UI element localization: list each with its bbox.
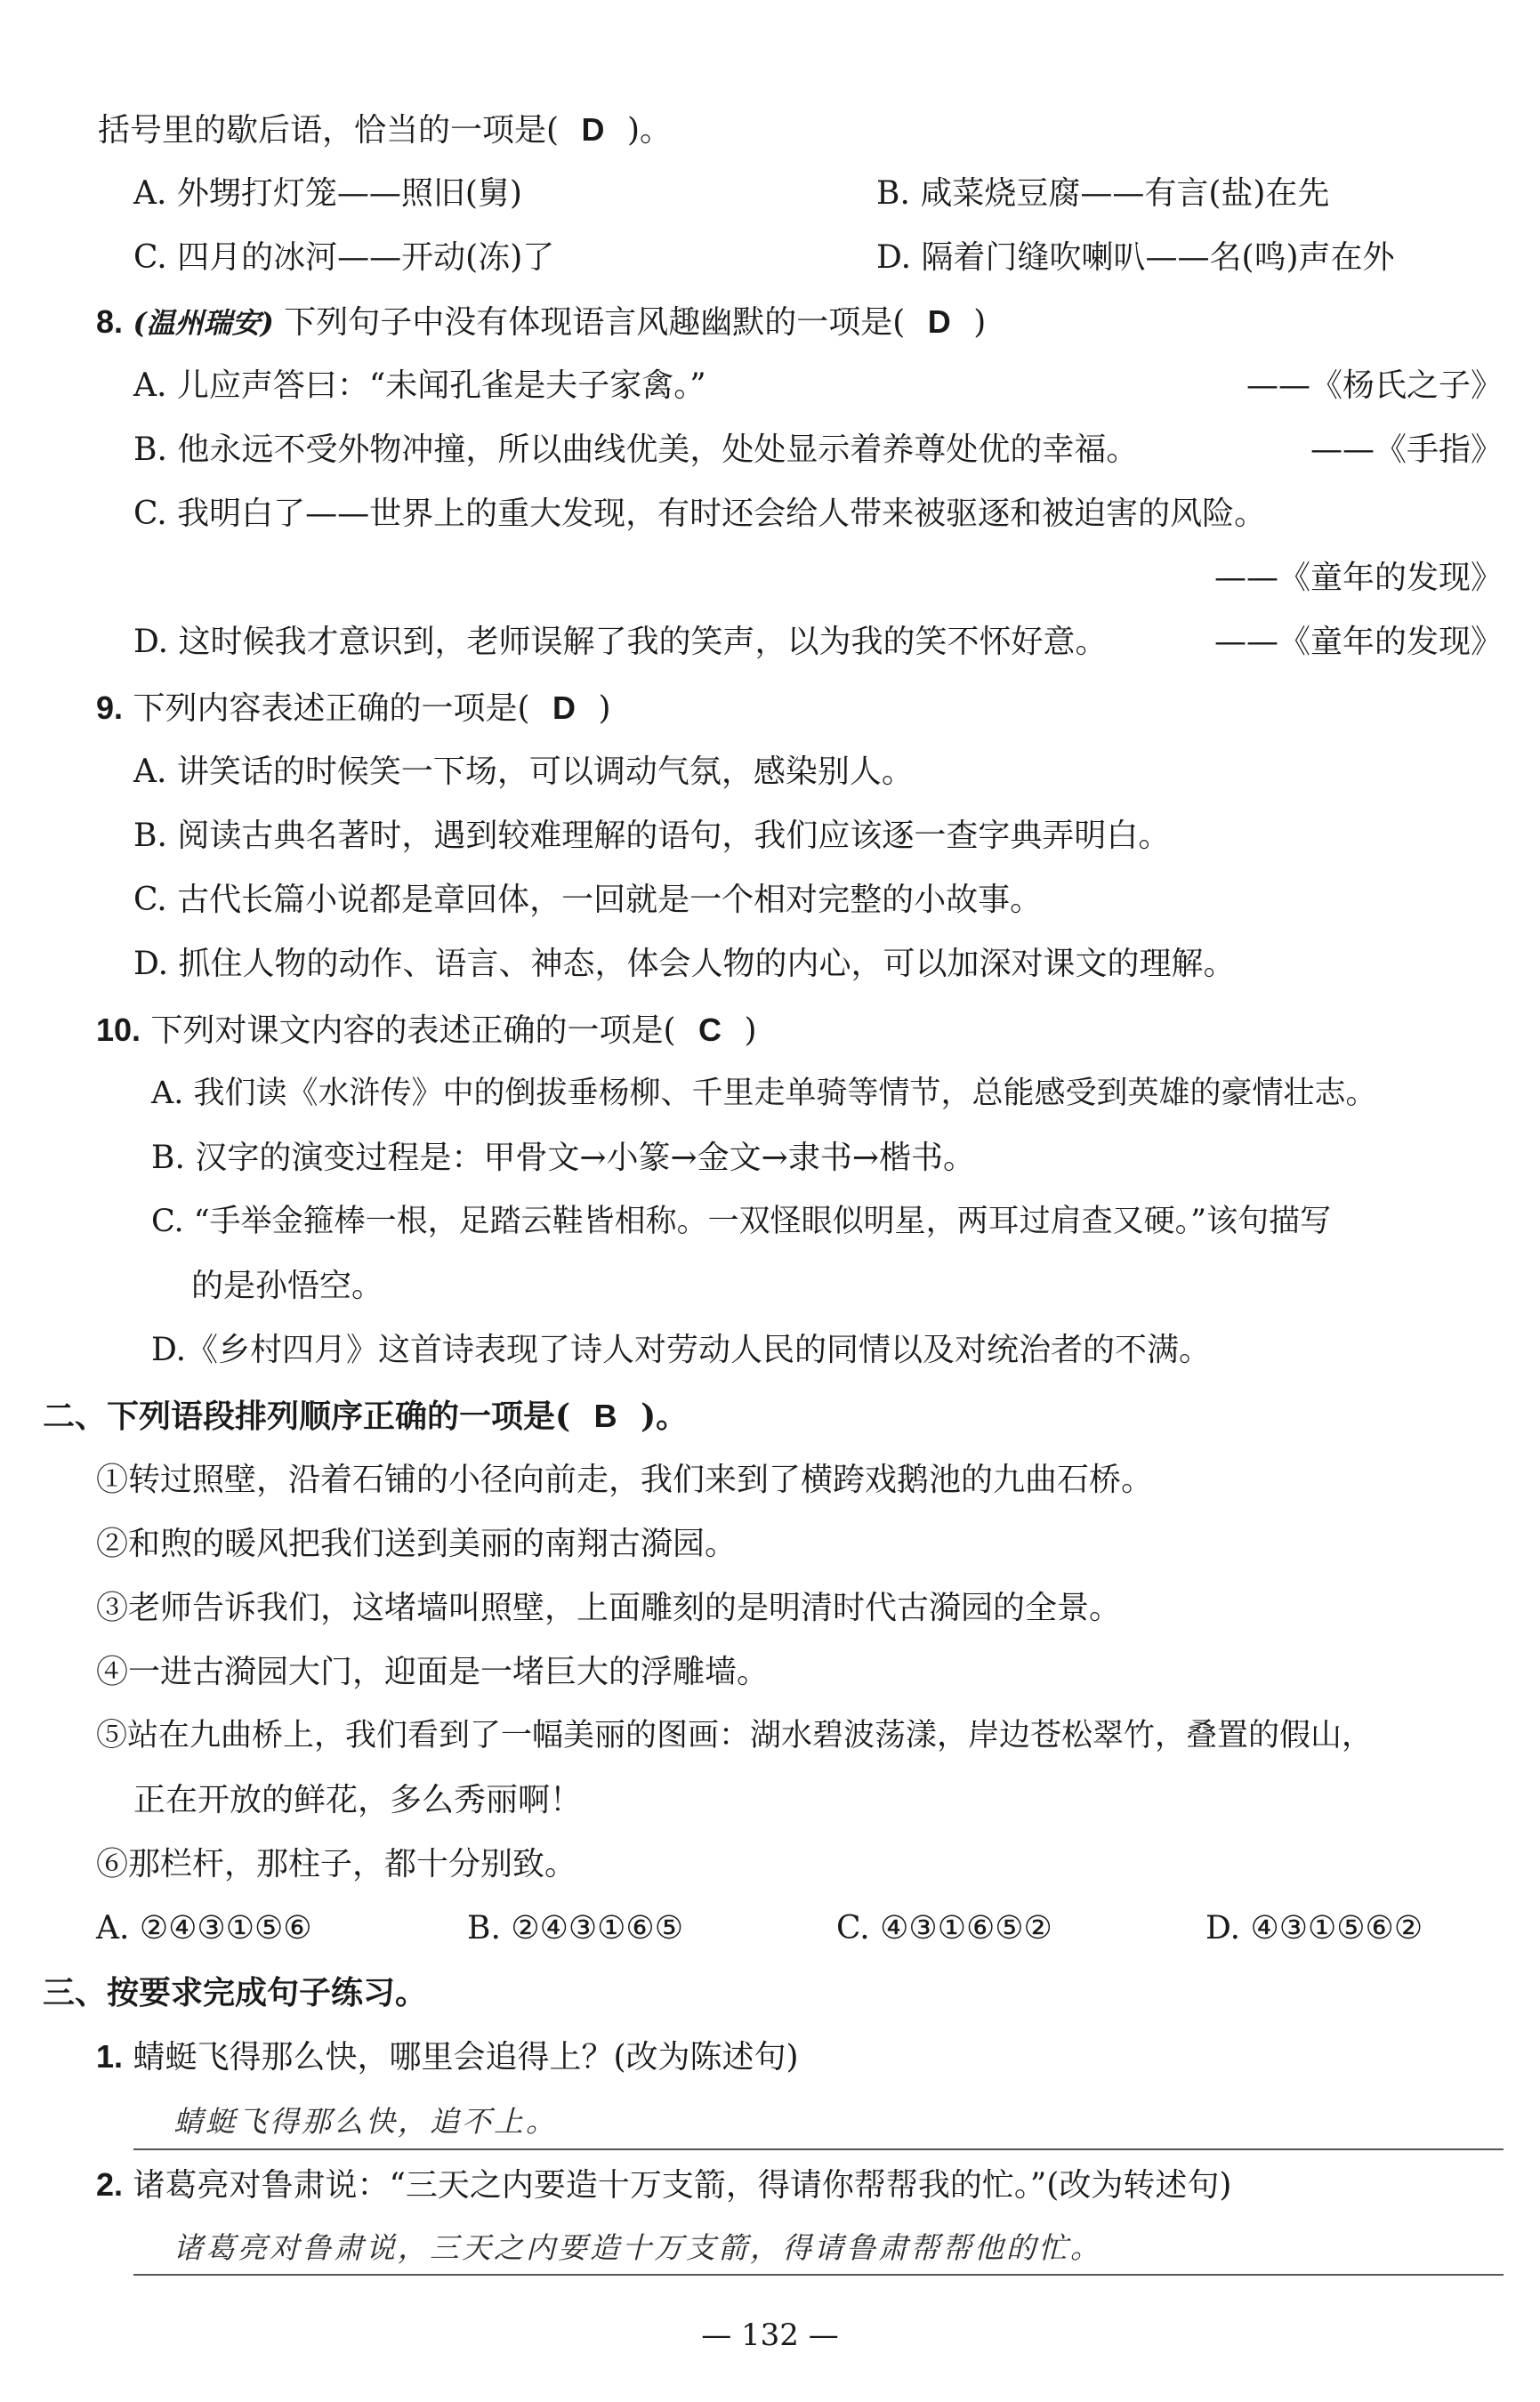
stem-text: 括号里的歇后语，恰当的一项是( [98, 112, 560, 149]
q8-option-b: B. 他永远不受外物冲撞，所以曲线优美，处处显示着养尊处优的幸福。 [133, 431, 1139, 468]
question-text: 蜻蜓飞得那么快，哪里会追得上？(改为陈述句) [133, 2039, 799, 2076]
page-number: — 132 — [701, 2317, 839, 2353]
answer-letter: D [552, 689, 576, 726]
order-option-a: A. ②④③①⑤⑥ [96, 1910, 312, 1947]
question-9-stem [96, 689, 611, 727]
q10-option-c-cont: 的是孙悟空。 [191, 1268, 384, 1304]
section-title-text: 二、下列语段排列顺序正确的一项是( [43, 1398, 571, 1435]
q9-option-d: D. 抓住人物的动作、语言、神态，体会人物的内心，可以加深对课文的理解。 [133, 946, 1236, 982]
stem-close: ) [744, 1012, 757, 1049]
stem-text: 下列句子中没有体现语言风趣幽默的一项是( [284, 304, 906, 341]
sentence-5: ⑤站在九曲桥上，我们看到了一幅美丽的图画：湖水碧波荡漾，岸边苍松翠竹，叠置的假山， [96, 1718, 1374, 1753]
stem-text: 下列内容表述正确的一项是( [133, 690, 530, 727]
question-number: 8. [96, 303, 124, 340]
s3-q2-handwritten-answer: 诸葛亮对鲁肃说，三天之内要造十万支箭，得请鲁肃帮帮他的忙。 [173, 2230, 1102, 2265]
q10-option-a: A. 我们读《水浒传》中的倒拔垂杨柳、千里走单骑等情节，总能感受到英雄的豪情壮志。 [151, 1076, 1377, 1111]
s3-question-2 [96, 2166, 1232, 2204]
answer-letter: D [927, 303, 951, 340]
sentence-4: ④一进古漪园大门，迎面是一堵巨大的浮雕墙。 [96, 1654, 770, 1690]
answer-line-2 [133, 2274, 1504, 2276]
stem-close: )。 [626, 112, 672, 149]
q8-option-a-source: ——《杨氏之子》 [1246, 367, 1503, 404]
s3-q1-handwritten-answer: 蜻蜓飞得那么快，追不上。 [173, 2104, 558, 2139]
sentence-3: ③老师告诉我们，这堵墙叫照壁，上面雕刻的是明清时代古漪园的全景。 [96, 1590, 1122, 1626]
answer-line-1 [133, 2148, 1504, 2150]
question-number: 9. [96, 689, 124, 726]
q9-option-a: A. 讲笑话的时候笑一下场，可以调动气氛，感染别人。 [133, 754, 914, 790]
xiehouyu-question-stem [98, 111, 672, 149]
q9-option-c: C. 古代长篇小说都是章回体，一回就是一个相对完整的小故事。 [133, 882, 1043, 918]
section-title-close: )。 [641, 1398, 689, 1435]
option-a: A. 外甥打灯笼——照旧(舅) [133, 175, 522, 212]
q8-option-b-source: ——《手指》 [1310, 431, 1503, 468]
q8-option-c-source: ——《童年的发现》 [1213, 560, 1503, 596]
section-3-title: 三、按要求完成句子练习。 [43, 1974, 428, 2011]
stem-text: 下列对课文内容的表述正确的一项是( [150, 1012, 676, 1049]
q8-option-d-source: ——《童年的发现》 [1213, 624, 1503, 660]
answer-letter: D [581, 111, 605, 148]
sentence-1: ①转过照壁，沿着石铺的小径向前走，我们来到了横跨戏鹅池的九曲石桥。 [96, 1462, 1154, 1498]
option-c: C. 四月的冰河——开动(冻)了 [133, 239, 555, 276]
q8-option-c: C. 我明白了——世界上的重大发现，有时还会给人带来被驱逐和被迫害的风险。 [133, 496, 1267, 532]
q8-option-d: D. 这时候我才意识到，老师误解了我的笑声，以为我的笑不怀好意。 [133, 624, 1108, 660]
order-option-d: D. ④③①⑤⑥② [1205, 1910, 1423, 1947]
sentence-5-cont: 正在开放的鲜花，多么秀丽啊！ [133, 1782, 583, 1818]
q8-option-a: A. 儿应声答曰：“未闻孔雀是夫子家禽。” [133, 367, 706, 404]
sentence-2: ②和煦的暖风把我们送到美丽的南翔古漪园。 [96, 1526, 738, 1562]
answer-letter: C [698, 1012, 722, 1048]
s3-question-1 [96, 2038, 799, 2076]
q10-option-c: C. “手举金箍棒一根，足踏云鞋皆相称。一双怪眼似明星，两耳过肩查又硬。”该句描写 [151, 1204, 1332, 1239]
answer-letter: B [593, 1398, 617, 1434]
order-option-c: C. ④③①⑥⑤② [836, 1910, 1052, 1947]
stem-close: ) [973, 304, 987, 341]
section-2-title [43, 1398, 689, 1435]
q10-option-d: D.《乡村四月》这首诗表现了诗人对劳动人民的同情以及对统治者的不满。 [151, 1332, 1212, 1368]
sentence-6: ⑥那栏杆，那柱子，都十分别致。 [96, 1846, 577, 1882]
stem-close: ) [598, 690, 611, 727]
option-d: D. 隔着门缝吹喇叭——名(鸣)声在外 [876, 239, 1395, 276]
region-tag: (温州瑞安) [133, 306, 274, 340]
q9-option-b: B. 阅读古典名著时，遇到较难理解的语句，我们应该逐一查字典弄明白。 [133, 818, 1171, 854]
question-number: 10. [96, 1012, 141, 1048]
question-10-stem [96, 1014, 757, 1047]
q10-option-b: B. 汉字的演变过程是：甲骨文→小篆→金文→隶书→楷书。 [151, 1140, 975, 1176]
question-8-stem [96, 303, 987, 341]
question-text: 诸葛亮对鲁肃说：“三天之内要造十万支箭，得请你帮帮我的忙。”(改为转述句) [133, 2167, 1232, 2204]
question-number: 2. [96, 2166, 124, 2203]
option-b: B. 咸菜烧豆腐——有言(盐)在先 [876, 175, 1330, 212]
order-option-b: B. ②④③①⑥⑤ [467, 1910, 683, 1947]
question-number: 1. [96, 2038, 124, 2075]
